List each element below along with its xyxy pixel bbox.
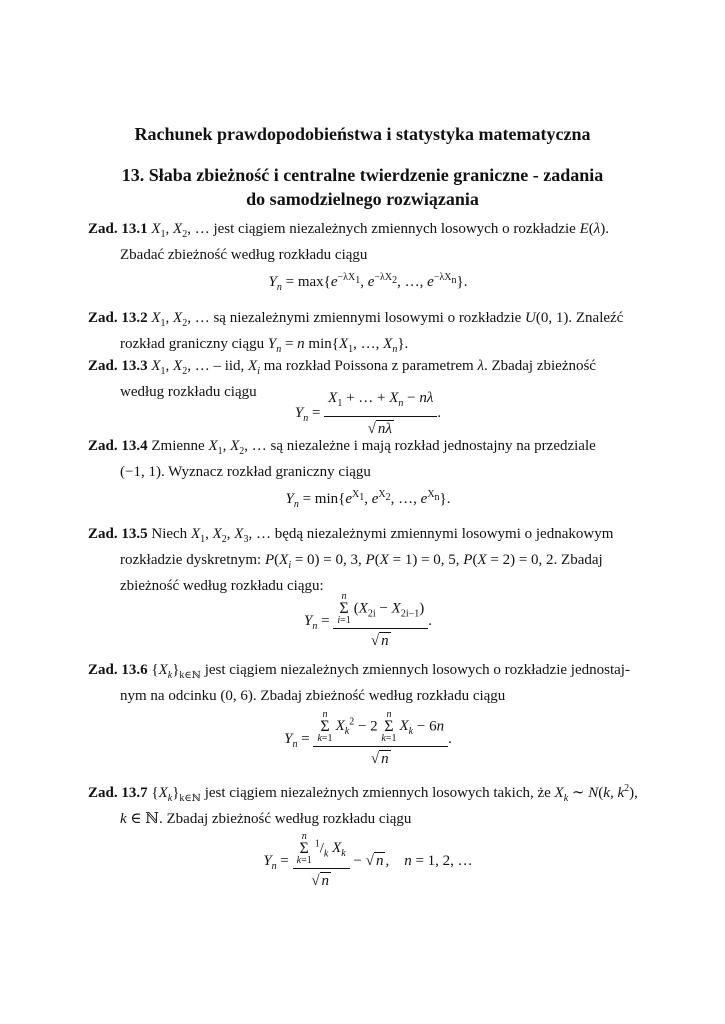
- problem-13-1: Zad. 13.1 $X_1$, $X_2$, … jest ciągiem niezależnych zmiennych losowych o rozkładzie E(λ). Zbadać zbieżność według rozkładu ciągu: [88, 219, 648, 265]
- problem-13-6: Zad. 13.6 $\{X_k\}_{k\in ℕ}$ jest ciągiem niezależnych zmiennych losowych o rozkładzie jednostaj- nym na odcinku (0, 6). Zbadaj zbieżność według rozkładu ciągu: [88, 662, 630, 704]
- problem-13-4: Zad. 13.4 Zmienne $X_1$, $X_2$, … są niezależne i mają rozkład jednostajny na przedziale (−1, 1). Wyznacz rozkład graniczny ciągu: [88, 438, 596, 480]
- problem-text: jest ciągiem niezależnych zmiennych losowych o rozkładzie: [213, 221, 576, 237]
- problem-text: . Zbadaj zbieżność według rozkładu ciągu: [159, 811, 412, 827]
- problem-text: rozkładzie dyskretnym:: [120, 552, 262, 568]
- problem-text: ma rozkład Poissona z parametrem: [263, 358, 474, 374]
- formula-13-5: $Y_n$ = n Σ $i=1(X_{2i} - X_{2i-1})$ √ n .: [304, 591, 432, 649]
- problem-text: jest ciągiem niezależnych zmiennych losowych o rozkładzie jednostaj-: [204, 662, 630, 678]
- problem-text: zbieżność według rozkładu ciągu:: [120, 578, 324, 594]
- problem-text: jest ciągiem niezależnych zmiennych losowych takich, że: [204, 785, 551, 801]
- problem-label: Zad. 13.3: [88, 358, 148, 374]
- problem-label: Zad. 13.2: [88, 310, 148, 326]
- problem-text: . Wyznacz rozkład graniczny ciągu: [160, 464, 371, 480]
- problem-text: . Znaleźć: [568, 310, 624, 326]
- problem-text: według rozkładu ciągu: [120, 384, 257, 400]
- problem-text: . Zbadaj zbieżność: [483, 358, 596, 374]
- problem-13-7: Zad. 13.7 $\{X_k\}_{k\in ℕ}$ jest ciągiem niezależnych zmiennych losowych takich, że $X_k$ ∼ N(k, $k^2$), k ∈ ℕ. Zbadaj zbieżność według rozkładu ciągu: [88, 783, 638, 827]
- problem-label: Zad. 13.4: [88, 438, 148, 454]
- problem-13-2: Zad. 13.2 $X_1$, $X_2$, … są niezależnymi zmiennymi losowymi o rozkładzie U(0, 1). Znaleźć rozkład graniczny ciągu $Y_n = n$ $\min\{X_1$, …, $X_n$}.: [88, 310, 624, 355]
- section-title: [80, 163, 645, 211]
- formula-13-1: $Y_n = \max\{e^{-\lambda X_1}$, $e^{-\lambda X_2}$, …, $e^{-\lambda X_n}$}.: [268, 272, 468, 293]
- formula-13-3: $Y_n$ = $\frac{X_1 + \dots + X_n - n\lambda}{√ n\lambda}$ .: [294, 390, 442, 437]
- problem-13-3: Zad. 13.3 $X_1$, $X_2$, … – iid, $X_i$ ma rozkład Poissona z parametrem λ. Zbadaj zbieżność według rozkładu ciągu: [88, 356, 648, 402]
- problem-text: Niech: [151, 526, 188, 542]
- document-title: Rachunek prawdopodobieństwa i statystyka matematyczna: [134, 124, 591, 144]
- section-title-line2: do samodzielnego rozwiązania: [246, 189, 479, 209]
- problem-label: Zad. 13.6: [88, 662, 148, 678]
- problem-text: . Zbadaj: [553, 552, 603, 568]
- problem-label: Zad. 13.5: [88, 526, 148, 542]
- formula-13-4: $Y_n = \min\{e^{X_1}$, $e^{X_2}$, …, $e^{X_n}$}.: [285, 489, 451, 510]
- problem-text: są niezależnymi zmiennymi losowymi o rozkładzie: [213, 310, 522, 326]
- problem-text: . Zbadaj zbieżność według rozkładu ciągu: [252, 688, 506, 704]
- problem-13-5: Zad. 13.5 Niech $X_1$, $X_2$, $X_3$, … będą niezależnymi zmiennymi losowymi o jednakowym rozkładzie dyskretnym: $P(X_i = 0) = 0$, 3, P(X = 1) = 0, 5, P(X = 2) = 0, 2. Zbadaj zbieżność według rozkładu ciągu:: [88, 526, 614, 594]
- problem-text: Zmienne: [151, 438, 205, 454]
- problem-label: Zad. 13.1: [88, 221, 148, 237]
- formula-13-6: $Y_n$ = n Σ $k=1X_k^2 - 2$ n Σ $k=1X_k - 6n$ √ n .: [284, 709, 452, 767]
- problem-text: będą niezależnymi zmiennymi losowymi o jednakowym: [274, 526, 614, 542]
- formula-13-7: $Y_n$ = n Σ $k=1^1/_k$ $X_k$ √ n − √ n , n = 1, 2, …: [263, 831, 473, 889]
- problem-text: nym na odcinku: [120, 688, 217, 704]
- problem-text: Zbadać zbieżność według rozkładu ciągu: [120, 247, 368, 263]
- problem-text: rozkład graniczny ciągu: [120, 336, 265, 352]
- section-title-line1: 13. Słaba zbieżność i centralne twierdzenie graniczne - zadania: [121, 165, 604, 185]
- problem-text: – iid,: [213, 358, 245, 374]
- problem-label: Zad. 13.7: [88, 785, 148, 801]
- problem-text: są niezależne i mają rozkład jednostajny na przedziale: [270, 438, 596, 454]
